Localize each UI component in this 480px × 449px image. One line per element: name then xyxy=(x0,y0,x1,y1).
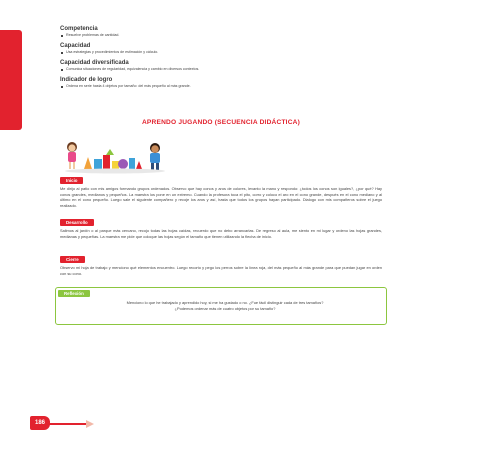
indicador-item: Ordena en serie hasta 4 objetos por tamaño: del más pequeño al más grande. xyxy=(60,84,382,89)
reflexion-line-1: Menciono lo que he trabajado y aprendido hoy, si me ha gustado o no. ¿Fue fácil distinguir cada de tres tamaños? xyxy=(126,300,324,305)
capacidad-diversificada-title: Capacidad diversificada xyxy=(60,60,129,66)
capacidad-diversificada-item: Comunica situaciones de regularidad, equivalencia y cambio en diversos contextos. xyxy=(60,67,382,72)
cierre-label: Cierre xyxy=(60,256,85,263)
desarrollo-label: Desarrollo xyxy=(60,219,94,226)
reflexion-label: Reflexión xyxy=(58,290,90,297)
competencia-title: Competencia xyxy=(60,26,98,32)
side-tab-marker xyxy=(0,30,22,130)
inicio-label: Inicio xyxy=(60,177,83,184)
children-playing-illustration xyxy=(60,133,170,175)
capacidad-item: Usa estrategias y procedimientos de estimación y cálculo. xyxy=(60,50,382,55)
competency-header xyxy=(60,26,382,89)
competencia-item: Resuelve problemas de cantidad. xyxy=(60,33,382,38)
reflexion-line-2: ¿Podemos ordenar más de cuatro objetos por su tamaño? xyxy=(174,305,276,311)
reflexion-text xyxy=(70,300,380,311)
pencil-tip xyxy=(86,420,94,428)
capacidad-title: Capacidad xyxy=(60,43,91,49)
inicio-text: Me dirijo al patio con mis amigos formando grupos ordenados. Observo que hay conos y aros de colores, levanto la mano y respondo: ¿todos los conos son iguales?, ¿por qué? Hay conos grandes, medianos y pequeños. La maestra los pone en un extremo. Cuando la profesora toca el pito, corro y coloco el aro en el cono grande, después en el cono mediano y al último en el cono pequeño. Luego sale el siguiente compañero y recoje los aros y así, hasta que todos los grupos hayan participado. Dialogo con mis compañeros sobre el juego realizado. xyxy=(60,186,382,208)
cierre-text: Observo mi hoja de trabajo y menciono qué elementos encuentro. Luego recorto y pego los perros sobre la línea roja, del más pequeño al más grande para que puedan jugar en orden con su cono. xyxy=(60,265,382,276)
page-number: 186 xyxy=(30,416,50,430)
desarrollo-text: Salimos al jardín o al parque más cercano, recojo todas las hojas caídas, recuerdo que no debo arrancarlas. De regreso al aula, me siento en mi lugar y ordeno las hojas grandes, medianas y pequeñas. La maestra me pide que coloque las hojas según el tamaño que tienen utilizando la flecha de inicio. xyxy=(60,228,382,239)
indicador-title: Indicador de logro xyxy=(60,77,113,83)
main-title: APRENDO JUGANDO (SECUENCIA DIDÁCTICA) xyxy=(141,119,301,126)
